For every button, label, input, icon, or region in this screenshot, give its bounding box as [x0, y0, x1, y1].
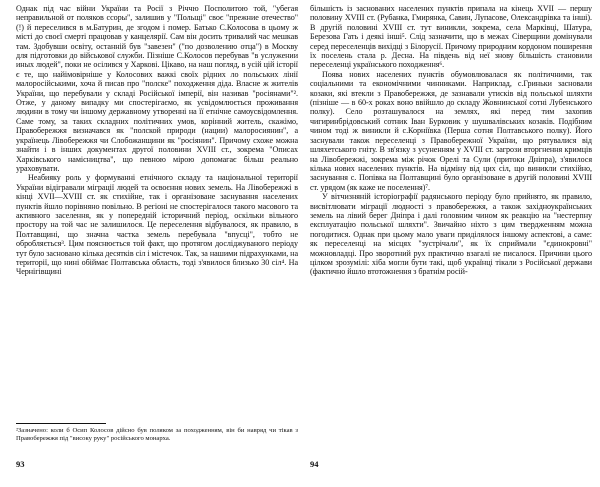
right-paragraph-2: Поява нових населених пунктів обумовлювалася як політичними, так соціальними та економічними чинниками. Наприклад, с.Гриньки засновали козаки, які втекли з Правобережжя, де зазнавали утисків від польської шляхти (пізніше — в 60-х роках воно ввійшло до складу Жовнинської сотні Лубенського полку). Село розташувалося на землях, які перед тим захопив чигиринбрідовський сотник Іван Бурковик у шушвалівських козаків. Подібним чином тоді ж виникли й с.Корніївка (Перша сотня Полтавського полку). Його заснували також переселенці з Правобережної України, що рятувалися від шляхетського гніту. В зв'язку з усуненням у XVIII ст. загрози вторгнення кримців на Лівобережжі, зокрема між річок Орелі та Сули (притоки Дніпра), з'явилося кілька нових населених пунктів. На відміну від цих сіл, що виникли стихійно, заснування с. Попівка на Полтавщині було організоване в другій половині XVIII ст. урядом (як каже не поселення)⁷.	[310, 69, 592, 192]
left-page-body	[16, 4, 298, 277]
footnote-rule	[16, 423, 106, 424]
left-paragraph-1: Однак під час війни України та Росії з Річчю Посполитою той, "убегая неправильной от поляков ссоры", залишив у "Польщі" своє "прежние отечество" (!) й переселився в м.Батурин, де згодом і помер. Батько С.Колосова в цьому ж місті до своєї смерті працював у канцелярії. Сам він досить тривалий час мешкав там. Здобувши освіту, останній був "завезен" ("по дозволению отца") в Москву для підготовки до військової служби. Пізніше С.Колосов перебував "в услужении иных людей", поки не осілився у Харкові. Цікаво, на наш погляд, в усій цій історії є те, що найімовірніше у Колосових важкі своїх рідних ло польських лінії малоросійськими, хоча й писав про "полске" походження діда. Власне ж жителів України, що перебували у складі Російської імперії, він називав "росіянами"². Отже, у даному випадку ми спостерігаємо, як усвідомлюється проживання людини в тому чи іншому державному утворенні на її етнічне самоусвідомлення. Саме тому, за таких складних політичних умов, корінний житель, скажімо, Правобережжя визначався як "полской природи (нации) малоросиянин", а українець Лівобережжя чи Слобожанщини як "росіянин". Причому схоже можна знайти і в інших документах другої половини XVIII ст., зокрема "Описах Харківського намісництва", що певною мірою допомагає більш реально ураховувати.	[16, 4, 298, 173]
right-page-body	[310, 4, 592, 277]
right-page-number: 94	[310, 459, 319, 469]
right-page	[310, 0, 592, 487]
left-paragraph-2: Неабияку роль у формуванні етнічного складу та національної території України відігравали міграції людей та освоєння нових земель. На Лівобережжі в кінці XVII—XVIII ст. як стихійне, так і організоване заснування населених пунктів йшло порівняно повільно. В регіоні не спостерігалося такого масового та активного заселення, як у попередній історичний період, оскільки вільного простору на той час не залишилося. Це переселення відбувалося, як правило, в Полтавщині, що значна частка земель перебувала "впусці", тобто не обробляється³. Цим пояснюється той факт, що протягом досліджуваного періоду тут було засновано кілька десятків сіл і містечок. Так, за нашими підрахунками, на території, що нині обіймає Полтавська область, тоді з'явилося близько 30 сіл⁴. На Чернігівщині	[16, 173, 298, 277]
right-paragraph-3: У вітчизняній історіографії радянського періоду було прийнято, як правило, висвітлювати міграції людності з правобережжя, а також західноукраїнських земель на лівий берег Дніпра і далі головним чином як реакцію на "нестерпну експлуатацію польської шляхти". Звичайно ніхто з цим твердженням можна погодитися. Однак при цьому мало уваги приділялося іншому аспектові, а саме: як переселенці на місцях "зустрічали", як їх сприймали "єдинокровні" можновладці. Про зворотний рух практично взагалі не писалося. Причини цього цілком зрозумілі: хіба могли бути такі, щоб українці тікали з Російської держави (фактично йшло втотожнення з братнім росій-	[310, 192, 592, 277]
right-paragraph-1: більшість із заснованих населених пунктів припала на кінець XVII — першу половину XVIII ст. (Рубанка, Гмирянка, Савин, Лупасове, Олександрівка та інші). В другій половині XVIII ст. тут виникли, зокрема, села Марківці, Шатура, Березова Гать і деякі інші⁵. Слід зазначити, що в межах Сіверщини домінували серед переселенців вихідці з Білорусії. Причому природним кордоном поширення їх поселень стала р. Десна. На південь від неї знову більшість становили переселенці українського походження⁶.	[310, 4, 592, 70]
left-page-number: 93	[16, 459, 25, 469]
left-page	[16, 0, 298, 487]
left-footnote: ²Зазначено: коли б Осип Колосов дійсно був поляком за походженням, він би навряд чи тікав з Правобережжя під "високу руку" російського монарха.	[16, 427, 298, 442]
